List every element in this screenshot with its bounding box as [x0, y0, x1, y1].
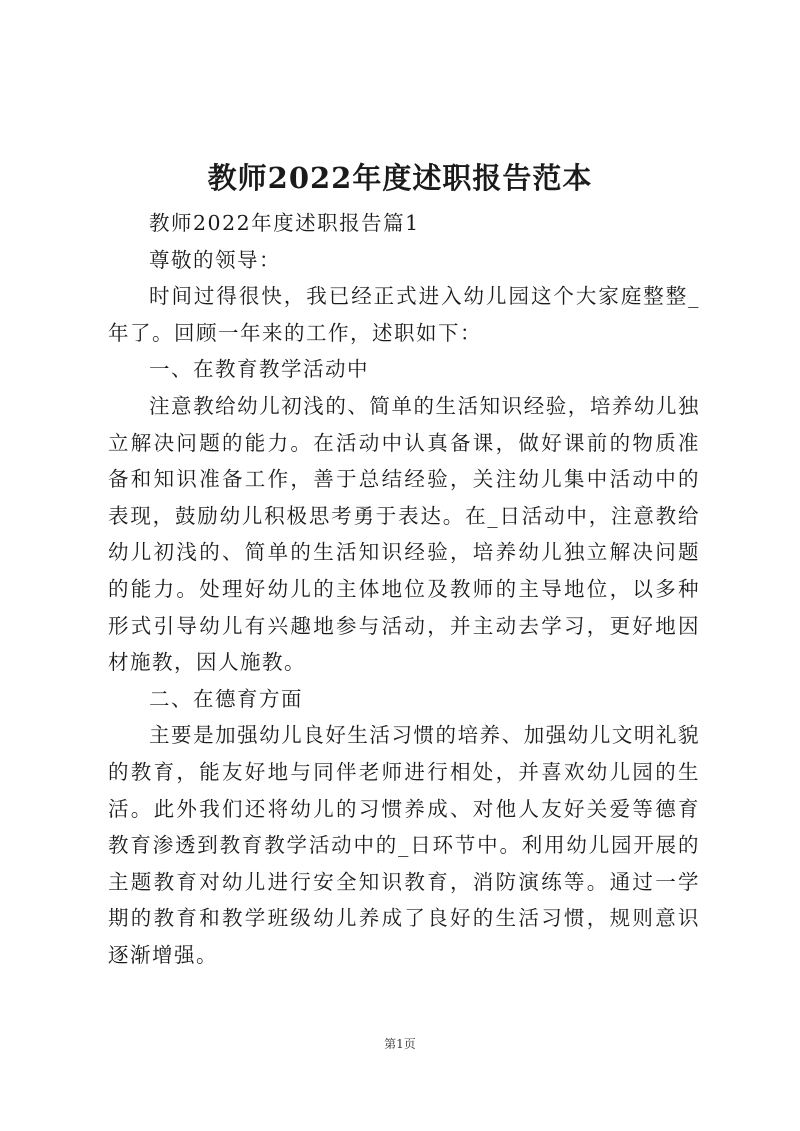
paragraph-intro: 时间过得很快，我已经正式进入幼儿园这个大家庭整整_年了。回顾一年来的工作，述职如下：: [108, 284, 700, 345]
section-heading-teaching: 一、在教育教学活动中: [149, 357, 369, 382]
paragraph-teaching: 注意教给幼儿初浅的、简单的生活知识经验，培养幼儿独立解决问题的能力。在活动中认真备课，做好课前的物质准备和知识准备工作，善于总结经验，关注幼儿集中活动中的表现，鼓励幼儿积极思考勇于表达。在_日活动中，注意教给幼儿初浅的、简单的生活知识经验，培养幼儿独立解决问题的能力。处理好幼儿的主体地位及教师的主导地位，以多种形式引导幼儿有兴趣地参与活动，并主动去学习，更好地因材施教，因人施教。: [108, 393, 700, 675]
document-body: [108, 205, 700, 973]
section-heading-moral-education: 二、在德育方面: [149, 686, 303, 711]
document-title: 教师2022年度述职报告范本: [207, 161, 593, 195]
paragraph-moral-education: 主要是加强幼儿良好生活习惯的培养、加强幼儿文明礼貌的教育，能友好地与同伴老师进行相处，并喜欢幼儿园的生活。此外我们还将幼儿的习惯养成、对他人友好关爱等德育教育渗透到教育教学活动中的_日环节中。利用幼儿园开展的主题教育对幼儿进行安全知识教育，消防演练等。通过一学期的教育和教学班级幼儿养成了良好的生活习惯，规则意识逐渐增强。: [108, 723, 700, 967]
paragraph-report-heading: 教师2022年度述职报告篇1: [149, 211, 420, 235]
page-number: 第1页: [384, 1037, 416, 1051]
paragraph-salutation: 尊敬的领导：: [149, 247, 281, 272]
